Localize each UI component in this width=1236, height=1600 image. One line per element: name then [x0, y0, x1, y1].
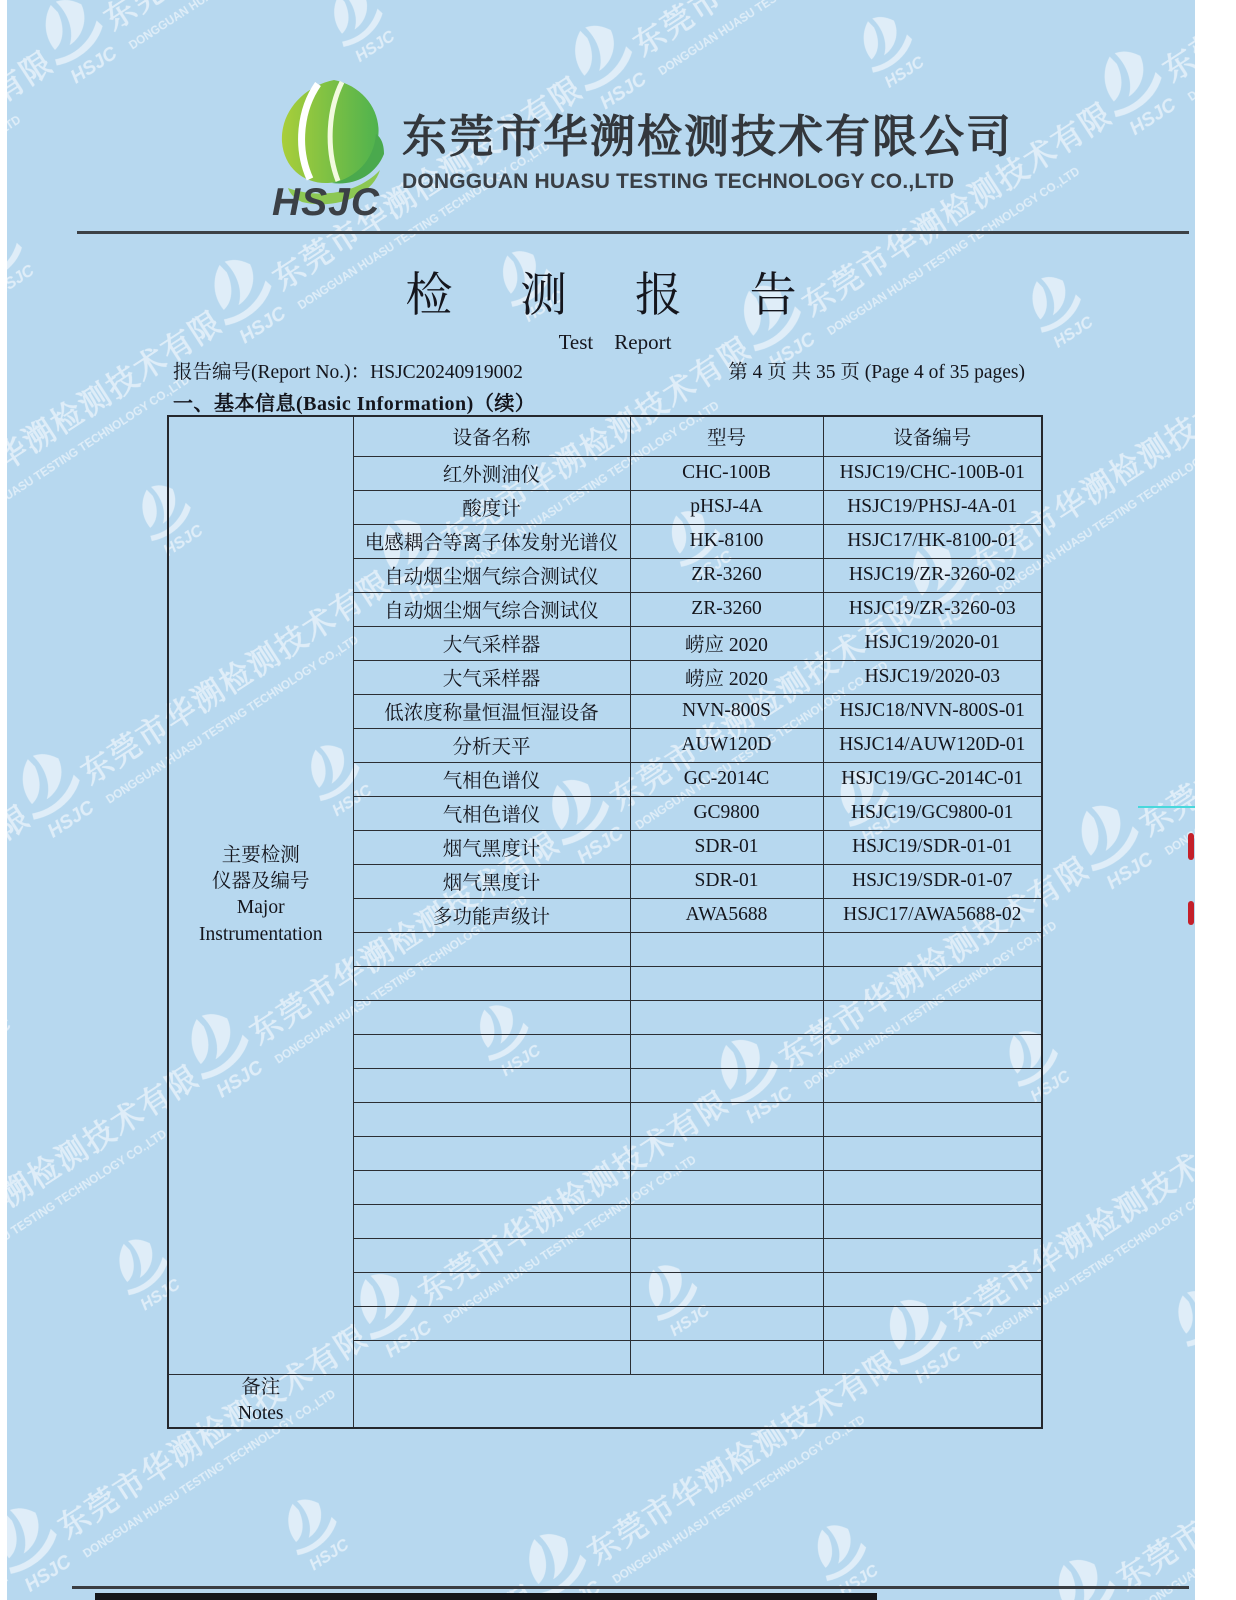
- report-number: [173, 356, 523, 384]
- scan-edge-right: [1195, 0, 1236, 1600]
- table-cell: [823, 1102, 1042, 1136]
- table-cell: GC-2014C: [630, 762, 823, 796]
- table-cell: [630, 1272, 823, 1306]
- section-heading: 一、基本信息(Basic Information)（续）: [173, 393, 536, 415]
- table-cell: SDR-01: [630, 864, 823, 898]
- table-cell: [353, 1136, 630, 1170]
- table-cell: [353, 1170, 630, 1204]
- table-cell: [630, 1034, 823, 1068]
- table-cell: 自动烟尘烟气综合测试仪: [353, 558, 630, 592]
- company-name-cn: 东莞市华溯检测技术有限公司: [402, 111, 1014, 162]
- table-cell: [630, 1204, 823, 1238]
- company-header: [402, 110, 1013, 194]
- column-header-model: 型号: [630, 416, 823, 456]
- column-header-device-id: 设备编号: [823, 416, 1042, 456]
- footer-divider: [72, 1586, 1189, 1589]
- table-cell: HK-8100: [630, 524, 823, 558]
- table-cell: HSJC17/AWA5688-02: [823, 898, 1042, 932]
- table-cell: HSJC19/GC9800-01: [823, 796, 1042, 830]
- scan-artifact-red: [1188, 901, 1194, 925]
- table-cell: HSJC19/PHSJ-4A-01: [823, 490, 1042, 524]
- table-cell: [630, 1306, 823, 1340]
- table-cell: [353, 966, 630, 1000]
- logo-text: HSJC: [272, 181, 381, 218]
- notes-label: 备注 Notes: [168, 1374, 353, 1428]
- table-cell: [630, 1340, 823, 1374]
- table-cell: [630, 1136, 823, 1170]
- equipment-table-body: [168, 416, 1042, 1428]
- report-meta: [173, 356, 1025, 384]
- instrumentation-label: 主要检测 仪器及编号 Major Instrumentation: [168, 416, 353, 1374]
- table-cell: SDR-01: [630, 830, 823, 864]
- table-cell: HSJC14/AUW120D-01: [823, 728, 1042, 762]
- table-header-row: [168, 416, 1042, 456]
- scan-edge-left: [0, 0, 7, 1600]
- table-cell: [630, 1102, 823, 1136]
- table-cell: 分析天平: [353, 728, 630, 762]
- scan-artifact-cyan: [1138, 806, 1195, 808]
- company-logo: [272, 76, 398, 218]
- table-cell: NVN-800S: [630, 694, 823, 728]
- table-cell: HSJC19/SDR-01-07: [823, 864, 1042, 898]
- table-cell: [823, 1136, 1042, 1170]
- table-cell: [353, 932, 630, 966]
- table-cell: 崂应 2020: [630, 660, 823, 694]
- table-cell: [353, 1238, 630, 1272]
- table-cell: [630, 1000, 823, 1034]
- table-cell: [823, 1000, 1042, 1034]
- table-cell: 烟气黑度计: [353, 830, 630, 864]
- table-cell: 崂应 2020: [630, 626, 823, 660]
- table-cell: [823, 1170, 1042, 1204]
- table-cell: [630, 932, 823, 966]
- notes-row: [168, 1374, 1042, 1428]
- table-cell: GC9800: [630, 796, 823, 830]
- company-name-en: DONGGUAN HUASU TESTING TECHNOLOGY CO.,LTD: [402, 170, 955, 193]
- report-number-label: 报告编号(Report No.)：: [173, 362, 371, 383]
- document-subtitle: Test Report: [558, 330, 672, 354]
- table-cell: ZR-3260: [630, 558, 823, 592]
- table-cell: 大气采样器: [353, 626, 630, 660]
- table-cell: HSJC19/SDR-01-01: [823, 830, 1042, 864]
- table-cell: AWA5688: [630, 898, 823, 932]
- table-cell: ZR-3260: [630, 592, 823, 626]
- table-cell: [353, 1068, 630, 1102]
- table-cell: 烟气黑度计: [353, 864, 630, 898]
- header-divider: [77, 231, 1189, 234]
- scan-artifact-red: [1188, 833, 1194, 860]
- table-cell: [823, 932, 1042, 966]
- table-cell: [353, 1102, 630, 1136]
- table-cell: [630, 1170, 823, 1204]
- table-cell: 气相色谱仪: [353, 762, 630, 796]
- table-cell: [823, 966, 1042, 1000]
- table-cell: [353, 1000, 630, 1034]
- equipment-table: [167, 415, 1043, 1429]
- table-cell: [630, 1238, 823, 1272]
- table-cell: [630, 1068, 823, 1102]
- table-cell: 低浓度称量恒温恒湿设备: [353, 694, 630, 728]
- table-cell: HSJC19/ZR-3260-02: [823, 558, 1042, 592]
- table-cell: HSJC19/GC-2014C-01: [823, 762, 1042, 796]
- table-cell: [630, 966, 823, 1000]
- table-cell: 多功能声级计: [353, 898, 630, 932]
- table-cell: 自动烟尘烟气综合测试仪: [353, 592, 630, 626]
- table-cell: HSJC17/HK-8100-01: [823, 524, 1042, 558]
- table-cell: [823, 1306, 1042, 1340]
- table-cell: [823, 1068, 1042, 1102]
- table-cell: 大气采样器: [353, 660, 630, 694]
- table-cell: 电感耦合等离子体发射光谱仪: [353, 524, 630, 558]
- table-cell: CHC-100B: [630, 456, 823, 490]
- table-cell: HSJC19/CHC-100B-01: [823, 456, 1042, 490]
- table-cell: [353, 1272, 630, 1306]
- table-cell: pHSJ-4A: [630, 490, 823, 524]
- table-cell: [353, 1340, 630, 1374]
- table-cell: [823, 1204, 1042, 1238]
- table-cell: HSJC19/2020-01: [823, 626, 1042, 660]
- scan-edge-shadow: [95, 1593, 877, 1600]
- table-cell: [353, 1204, 630, 1238]
- report-number-value: HSJC20240919002: [370, 362, 523, 383]
- table-cell: [823, 1034, 1042, 1068]
- table-cell: HSJC18/NVN-800S-01: [823, 694, 1042, 728]
- table-cell: HSJC19/2020-03: [823, 660, 1042, 694]
- document-title: 检 测 报 告: [405, 270, 825, 322]
- table-cell: 红外测油仪: [353, 456, 630, 490]
- page-indicator: 第 4 页 共 35 页 (Page 4 of 35 pages): [728, 362, 1025, 383]
- table-cell: [353, 1034, 630, 1068]
- notes-content: [353, 1374, 1042, 1428]
- table-cell: 酸度计: [353, 490, 630, 524]
- table-cell: AUW120D: [630, 728, 823, 762]
- column-header-device-name: 设备名称: [353, 416, 630, 456]
- table-cell: [353, 1306, 630, 1340]
- table-cell: [823, 1272, 1042, 1306]
- table-cell: HSJC19/ZR-3260-03: [823, 592, 1042, 626]
- table-cell: 气相色谱仪: [353, 796, 630, 830]
- table-cell: [823, 1340, 1042, 1374]
- table-cell: [823, 1238, 1042, 1272]
